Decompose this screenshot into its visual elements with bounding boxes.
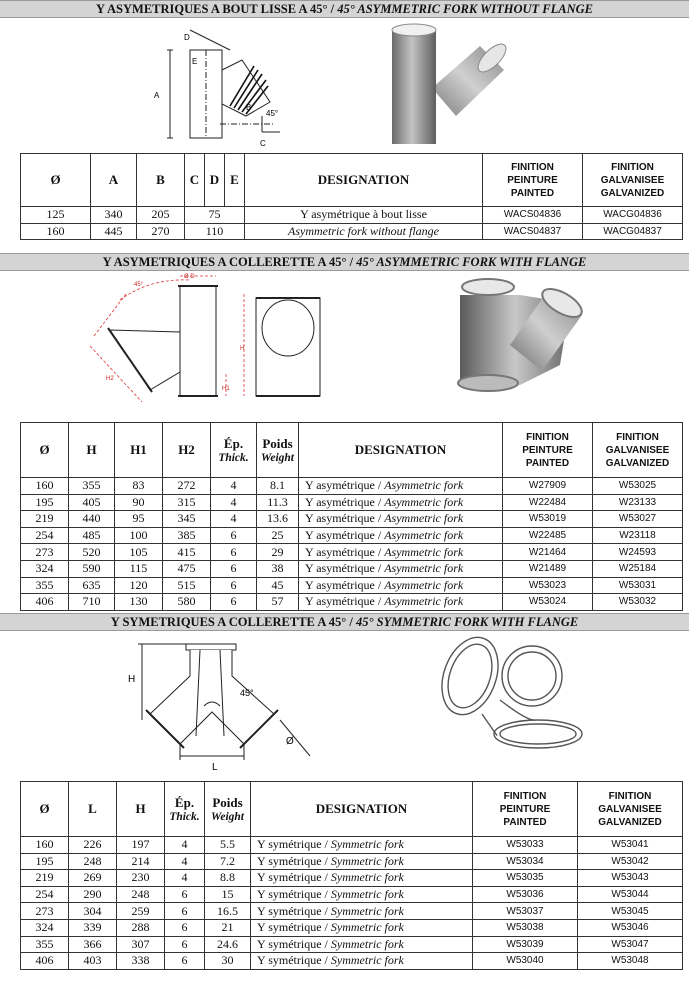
symmetric-fork-with-flange-photo — [430, 630, 590, 760]
table-row: 406 403 338 6 30 Y symétrique / Symmetric fork W53040 W53048 — [21, 953, 683, 970]
label-diameter: Ø — [286, 736, 294, 747]
header-finish-painted: FINITION PEINTURE PAINTED — [473, 782, 578, 837]
symmetric-with-flange-table — [20, 781, 683, 970]
asymmetric-fork-with-flange-photo — [450, 275, 590, 395]
designation-fr: Y asymétrique à bout lisse — [245, 207, 483, 224]
header-weight: Poids Weight — [205, 782, 251, 837]
section-title-asymmetric-with-flange: Y ASYMETRIQUES A COLLERETTE A 45° / 45° ASYMMETRIC FORK WITH FLANGE — [0, 253, 689, 271]
section-title-asymmetric-without-flange: Y ASYMETRIQUES A BOUT LISSE A 45° / 45° ASYMMETRIC FORK WITHOUT FLANGE — [0, 0, 689, 18]
header-h2: H2 — [163, 423, 211, 478]
table-row: 195 248 214 4 7.2 Y symétrique / Symmetric fork W53034 W53042 — [21, 853, 683, 870]
table-row: 254 485 100 385 6 25 Y asymétrique / Asymmetric fork W22485 W23118 — [21, 527, 683, 544]
label-e: E — [192, 57, 198, 66]
label-a: A — [154, 91, 160, 100]
asymmetric-fork-without-flange-drawing — [150, 20, 290, 150]
designation-cell: Y symétrique / Symmetric fork — [251, 953, 473, 970]
table-row: 355 635 120 515 6 45 Y asymétrique / Asymmetric fork W53023 W53031 — [21, 577, 683, 594]
header-finish-galvanized: FINITION GALVANISEE GALVANIZED — [583, 154, 683, 207]
table-row: 355 366 307 6 24.6 Y symétrique / Symmetric fork W53039 W53047 — [21, 936, 683, 953]
table-row: 160 445 270 110 Asymmetric fork without flange WACS04837 WACG04837 — [21, 223, 683, 240]
table-row: 219 440 95 345 4 13.6 Y asymétrique / Asymmetric fork W53019 W53027 — [21, 511, 683, 528]
label-c: C — [260, 139, 266, 148]
label-h1: H1 — [222, 386, 230, 392]
label-h2: H2 — [106, 376, 114, 382]
header-designation: DESIGNATION — [245, 154, 483, 207]
table-row: 324 590 115 475 6 38 Y asymétrique / Asymmetric fork W21489 W25184 — [21, 560, 683, 577]
header-h: H — [117, 782, 165, 837]
label-b: B — [246, 103, 252, 112]
header-diameter: Ø — [21, 782, 69, 837]
designation-cell: Y asymétrique / Asymmetric fork — [299, 527, 503, 544]
label-h: H — [128, 674, 136, 685]
designation-cell: Y symétrique / Symmetric fork — [251, 837, 473, 854]
designation-cell: Y asymétrique / Asymmetric fork — [299, 544, 503, 561]
designation-en: Asymmetric fork without flange — [245, 223, 483, 240]
designation-cell: Y symétrique / Symmetric fork — [251, 886, 473, 903]
table-row: 273 304 259 6 16.5 Y symétrique / Symmetric fork W53037 W53045 — [21, 903, 683, 920]
header-finish-galvanized: FINITION GALVANISEE GALVANIZED — [578, 782, 683, 837]
asymmetric-fork-with-flange-drawing — [80, 272, 340, 412]
designation-cell: Y asymétrique / Asymmetric fork — [299, 511, 503, 528]
header-d: D — [205, 154, 225, 207]
section-title-symmetric-with-flange: Y SYMETRIQUES A COLLERETTE A 45° / 45° SYMMETRIC FORK WITH FLANGE — [0, 613, 689, 631]
table-row: 406 710 130 580 6 57 Y asymétrique / Asymmetric fork W53024 W53032 — [21, 594, 683, 611]
header-thickness: Ép. Thick. — [211, 423, 257, 478]
header-finish-galvanized: FINITION GALVANISEE GALVANIZED — [593, 423, 683, 478]
designation-cell: Y symétrique / Symmetric fork — [251, 936, 473, 953]
header-h: H — [69, 423, 115, 478]
asymmetric-with-flange-table — [20, 422, 683, 611]
table-row: 195 405 90 315 4 11.3 Y asymétrique / Asymmetric fork W22484 W23133 — [21, 494, 683, 511]
label-diameter: Ø D — [184, 274, 195, 280]
designation-cell: Y symétrique / Symmetric fork — [251, 919, 473, 936]
asymmetric-without-flange-table — [20, 153, 683, 240]
header-finish-painted: FINITION PEINTURE PAINTED — [483, 154, 583, 207]
label-l: L — [212, 762, 218, 773]
symmetric-fork-with-flange-drawing — [120, 636, 320, 776]
table-row: 254 290 248 6 15 Y symétrique / Symmetric fork W53036 W53044 — [21, 886, 683, 903]
table-row: 160 355 83 272 4 8.1 Y asymétrique / Asymmetric fork W27909 W53025 — [21, 478, 683, 495]
designation-cell: Y asymétrique / Asymmetric fork — [299, 594, 503, 611]
label-angle: 45° — [266, 109, 279, 118]
header-b: B — [137, 154, 185, 207]
designation-cell: Y asymétrique / Asymmetric fork — [299, 577, 503, 594]
designation-cell: Y symétrique / Symmetric fork — [251, 853, 473, 870]
header-designation: DESIGNATION — [251, 782, 473, 837]
header-thickness: Ép. Thick. — [165, 782, 205, 837]
table-row: 125 340 205 75 Y asymétrique à bout lisse WACS04836 WACG04836 — [21, 207, 683, 224]
header-weight: Poids Weight — [257, 423, 299, 478]
header-h1: H1 — [115, 423, 163, 478]
label-d: D — [184, 33, 190, 42]
header-diameter: Ø — [21, 154, 91, 207]
asymmetric-fork-without-flange-photo — [380, 20, 510, 150]
designation-cell: Y asymétrique / Asymmetric fork — [299, 560, 503, 577]
label-h: H — [240, 346, 245, 352]
header-designation: DESIGNATION — [299, 423, 503, 478]
header-l: L — [69, 782, 117, 837]
designation-cell: Y asymétrique / Asymmetric fork — [299, 478, 503, 495]
header-c: C — [185, 154, 205, 207]
table-row: 219 269 230 4 8.8 Y symétrique / Symmetric fork W53035 W53043 — [21, 870, 683, 887]
designation-cell: Y asymétrique / Asymmetric fork — [299, 494, 503, 511]
header-diameter: Ø — [21, 423, 69, 478]
header-finish-painted: FINITION PEINTURE PAINTED — [503, 423, 593, 478]
header-a: A — [91, 154, 137, 207]
table-row: 273 520 105 415 6 29 Y asymétrique / Asymmetric fork W21464 W24593 — [21, 544, 683, 561]
designation-cell: Y symétrique / Symmetric fork — [251, 903, 473, 920]
label-angle: 45° — [134, 282, 144, 288]
label-angle: 45° — [240, 688, 254, 698]
table-row: 324 339 288 6 21 Y symétrique / Symmetric fork W53038 W53046 — [21, 919, 683, 936]
designation-cell: Y symétrique / Symmetric fork — [251, 870, 473, 887]
table-row: 160 226 197 4 5.5 Y symétrique / Symmetric fork W53033 W53041 — [21, 837, 683, 854]
header-e: E — [225, 154, 245, 207]
